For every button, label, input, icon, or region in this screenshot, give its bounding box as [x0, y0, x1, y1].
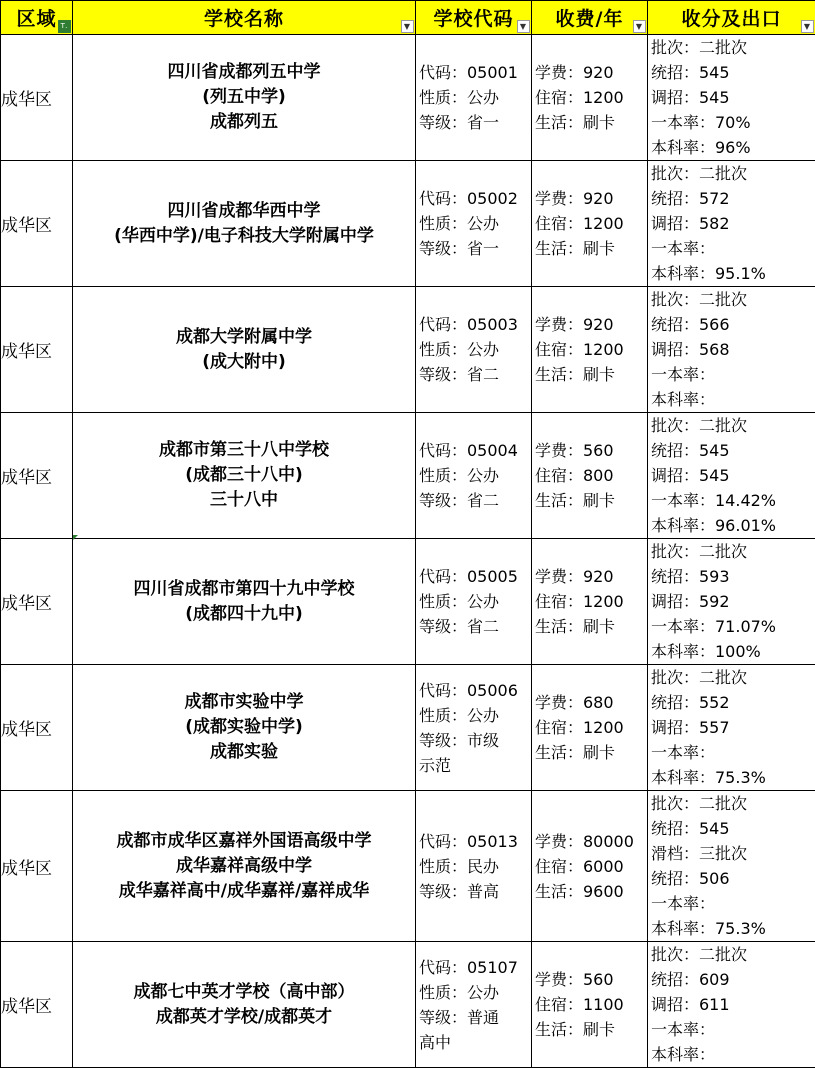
school-name-cell[interactable] [73, 539, 416, 665]
score-cell-line: 调招：545 [648, 85, 815, 110]
school-code-cell-line: 性质：公办 [416, 589, 531, 614]
region-cell[interactable]: 成华区 [1, 35, 73, 161]
school-name-cell-line: 四川省成都列五中学 [73, 60, 415, 85]
header-row [1, 1, 815, 35]
school-name-cell[interactable] [73, 665, 416, 791]
fee-cell[interactable] [532, 539, 648, 665]
school-name-cell-line: (成大附中) [73, 350, 415, 375]
fee-cell-line: 住宿：800 [532, 463, 647, 488]
school-code-cell-line: 代码：05002 [416, 186, 531, 211]
score-cell-line: 调招：592 [648, 589, 815, 614]
score-cell-line: 本科率：75.3% [648, 916, 815, 941]
school-code-cell-line: 等级：省一 [416, 110, 531, 135]
table-row [1, 791, 815, 942]
score-cell-line: 滑档：三批次 [648, 841, 815, 866]
school-name-cell-line: (列五中学) [73, 85, 415, 110]
school-name-cell-line: (成都实验中学) [73, 715, 415, 740]
header-fee[interactable] [532, 1, 648, 35]
fee-cell-line: 学费：680 [532, 690, 647, 715]
score-cell-line: 统招：593 [648, 564, 815, 589]
school-name-cell-line: 成都实验 [73, 740, 415, 765]
score-cell-line: 本科率：96% [648, 135, 815, 160]
school-name-cell-line: 成都英才学校/成都英才 [73, 1005, 415, 1030]
score-cell[interactable] [648, 539, 815, 665]
school-name-cell-line: 成都七中英才学校（高中部） [73, 980, 415, 1005]
score-cell-line: 一本率： [648, 740, 815, 765]
score-cell-line: 调招：568 [648, 337, 815, 362]
fee-cell-line: 学费：920 [532, 564, 647, 589]
score-cell-line: 统招：609 [648, 967, 815, 992]
table-row [1, 942, 815, 1068]
fee-cell-line: 生活：9600 [532, 879, 647, 904]
school-code-cell-line: 代码：05001 [416, 60, 531, 85]
header-code-label: 学校代码 [433, 8, 513, 30]
school-name-cell[interactable] [73, 413, 416, 539]
school-code-cell-line: 代码：05005 [416, 564, 531, 589]
score-cell[interactable] [648, 665, 815, 791]
school-code-cell[interactable] [416, 35, 532, 161]
score-cell-line: 本科率：96.01% [648, 513, 815, 538]
table-row [1, 665, 815, 791]
school-code-cell-line: 等级：省二 [416, 362, 531, 387]
school-name-cell[interactable] [73, 287, 416, 413]
header-region-label: 区域 [16, 8, 56, 30]
header-name-label: 学校名称 [204, 8, 284, 30]
score-cell-line: 统招：545 [648, 816, 815, 841]
fee-cell-line: 住宿：1200 [532, 211, 647, 236]
score-cell-line: 本科率：100% [648, 639, 815, 664]
fee-cell[interactable] [532, 413, 648, 539]
fee-cell[interactable] [532, 287, 648, 413]
score-cell-line: 批次：二批次 [648, 539, 815, 564]
school-code-cell[interactable] [416, 161, 532, 287]
header-code[interactable] [416, 1, 532, 35]
fee-cell-line: 生活：刷卡 [532, 614, 647, 639]
school-code-cell[interactable] [416, 287, 532, 413]
school-code-cell[interactable] [416, 539, 532, 665]
table-row [1, 539, 815, 665]
table-row [1, 161, 815, 287]
score-cell-line: 批次：二批次 [648, 942, 815, 967]
score-cell-line: 统招：506 [648, 866, 815, 891]
score-cell-line: 本科率：95.1% [648, 261, 815, 286]
score-cell-line: 统招：552 [648, 690, 815, 715]
region-cell[interactable]: 成华区 [1, 413, 73, 539]
school-code-cell-line: 代码：05003 [416, 312, 531, 337]
region-cell[interactable]: 成华区 [1, 665, 73, 791]
school-name-cell-line: 四川省成都华西中学 [73, 199, 415, 224]
header-fee-label: 收费/年 [556, 8, 624, 30]
score-cell[interactable] [648, 413, 815, 539]
school-code-cell-line: 性质：公办 [416, 703, 531, 728]
fee-cell-line: 学费：920 [532, 312, 647, 337]
score-cell-line: 一本率： [648, 362, 815, 387]
school-name-cell-line: (成都四十九中) [73, 602, 415, 627]
score-cell-line: 一本率：70% [648, 110, 815, 135]
score-cell-line: 本科率： [648, 387, 815, 412]
fee-cell-line: 住宿：1200 [532, 85, 647, 110]
school-name-cell[interactable] [73, 35, 416, 161]
school-code-cell-line: 等级：省二 [416, 488, 531, 513]
score-cell-line: 一本率：14.42% [648, 488, 815, 513]
header-score[interactable] [648, 1, 815, 35]
fee-cell-line: 生活：刷卡 [532, 740, 647, 765]
school-code-cell-line: 高中 [416, 1030, 531, 1055]
fee-cell-line: 生活：刷卡 [532, 236, 647, 261]
score-cell[interactable] [648, 35, 815, 161]
region-cell[interactable]: 成华区 [1, 161, 73, 287]
fee-cell-line: 学费：920 [532, 60, 647, 85]
fee-cell-line: 住宿：6000 [532, 854, 647, 879]
fee-cell[interactable] [532, 791, 648, 942]
score-cell-line: 调招：545 [648, 463, 815, 488]
fee-cell-line: 生活：刷卡 [532, 362, 647, 387]
header-score-label: 收分及出口 [681, 8, 781, 30]
school-name-cell[interactable] [73, 161, 416, 287]
dropdown-arrow-icon[interactable]: ▼ [801, 20, 814, 33]
school-code-cell-line: 性质：公办 [416, 85, 531, 110]
score-cell-line: 统招：545 [648, 60, 815, 85]
region-cell[interactable]: 成华区 [1, 539, 73, 665]
score-cell-line: 批次：二批次 [648, 665, 815, 690]
score-cell-line: 批次：二批次 [648, 35, 815, 60]
filter-active-icon[interactable]: T. [58, 20, 71, 33]
school-name-cell-line: 成华嘉祥高中/成华嘉祥/嘉祥成华 [73, 879, 415, 904]
school-code-cell-line: 示范 [416, 753, 531, 778]
school-name-cell[interactable] [73, 791, 416, 942]
fee-cell-line: 学费：560 [532, 438, 647, 463]
score-cell-line: 一本率： [648, 1017, 815, 1042]
school-code-cell-line: 代码：05107 [416, 955, 531, 980]
school-code-cell[interactable] [416, 942, 532, 1068]
score-cell-line: 统招：572 [648, 186, 815, 211]
school-code-cell-line: 代码：05004 [416, 438, 531, 463]
school-name-cell-line: 成都市第三十八中学校 [73, 438, 415, 463]
school-code-cell[interactable] [416, 791, 532, 942]
school-name-cell-line: 成都列五 [73, 110, 415, 135]
fee-cell-line: 生活：刷卡 [532, 488, 647, 513]
table-row [1, 287, 815, 413]
school-code-cell-line: 等级：省二 [416, 614, 531, 639]
school-code-cell-line: 性质：民办 [416, 854, 531, 879]
school-name-cell-line: 成华嘉祥高级中学 [73, 854, 415, 879]
score-cell[interactable] [648, 287, 815, 413]
school-code-cell-line: 等级：普通 [416, 1005, 531, 1030]
score-cell[interactable] [648, 161, 815, 287]
fee-cell-line: 学费：560 [532, 967, 647, 992]
score-cell-line: 批次：二批次 [648, 791, 815, 816]
score-cell-line: 本科率：75.3% [648, 765, 815, 790]
school-code-cell[interactable] [416, 665, 532, 791]
dropdown-arrow-icon[interactable]: ▼ [401, 20, 414, 33]
fee-cell-line: 学费：80000 [532, 829, 647, 854]
school-code-cell[interactable] [416, 413, 532, 539]
score-cell-line: 一本率： [648, 236, 815, 261]
school-code-cell-line: 性质：公办 [416, 463, 531, 488]
school-name-cell-line: (成都三十八中) [73, 463, 415, 488]
table-row [1, 413, 815, 539]
fee-cell-line: 生活：刷卡 [532, 110, 647, 135]
school-name-cell-line: (华西中学)/电子科技大学附属中学 [73, 224, 415, 249]
score-cell-line: 批次：二批次 [648, 413, 815, 438]
school-code-cell-line: 等级：市级 [416, 728, 531, 753]
fee-cell[interactable] [532, 35, 648, 161]
school-name-cell-line: 四川省成都市第四十九中学校 [73, 577, 415, 602]
header-region[interactable] [1, 1, 73, 35]
region-cell[interactable]: 成华区 [1, 791, 73, 942]
fee-cell[interactable] [532, 942, 648, 1068]
score-cell-line: 本科率： [648, 1042, 815, 1067]
fee-cell-line: 住宿：1200 [532, 589, 647, 614]
fee-cell-line: 住宿：1200 [532, 337, 647, 362]
score-cell-line: 批次：二批次 [648, 287, 815, 312]
school-code-cell-line: 等级：省一 [416, 236, 531, 261]
school-name-cell-line: 成都大学附属中学 [73, 325, 415, 350]
fee-cell-line: 住宿：1100 [532, 992, 647, 1017]
score-cell-line: 统招：566 [648, 312, 815, 337]
fee-cell[interactable] [532, 665, 648, 791]
score-cell-line: 一本率：71.07% [648, 614, 815, 639]
fee-cell-line: 住宿：1200 [532, 715, 647, 740]
fee-cell-line: 生活：刷卡 [532, 1017, 647, 1042]
school-name-cell-line: 成都市成华区嘉祥外国语高级中学 [73, 829, 415, 854]
school-name-cell-line: 三十八中 [73, 488, 415, 513]
school-code-cell-line: 性质：公办 [416, 211, 531, 236]
score-cell-line: 调招：611 [648, 992, 815, 1017]
score-cell-line: 统招：545 [648, 438, 815, 463]
score-cell-line: 调招：557 [648, 715, 815, 740]
region-cell[interactable]: 成华区 [1, 287, 73, 413]
dropdown-arrow-icon[interactable]: ▼ [517, 20, 530, 33]
fee-cell[interactable] [532, 161, 648, 287]
dropdown-arrow-icon[interactable]: ▼ [633, 20, 646, 33]
school-code-cell-line: 代码：05006 [416, 678, 531, 703]
table-row [1, 35, 815, 161]
fee-cell-line: 学费：920 [532, 186, 647, 211]
score-cell[interactable] [648, 942, 815, 1068]
school-code-cell-line: 代码：05013 [416, 829, 531, 854]
region-cell[interactable]: 成华区 [1, 942, 73, 1068]
score-cell-line: 批次：二批次 [648, 161, 815, 186]
school-name-cell[interactable] [73, 942, 416, 1068]
school-name-cell-line: 成都市实验中学 [73, 690, 415, 715]
score-cell-line: 一本率： [648, 891, 815, 916]
school-code-cell-line: 性质：公办 [416, 337, 531, 362]
school-code-cell-line: 性质：公办 [416, 980, 531, 1005]
header-name[interactable] [73, 1, 416, 35]
score-cell[interactable] [648, 791, 815, 942]
cell-comment-marker-icon [73, 535, 78, 540]
score-cell-line: 调招：582 [648, 211, 815, 236]
school-code-cell-line: 等级：普高 [416, 879, 531, 904]
